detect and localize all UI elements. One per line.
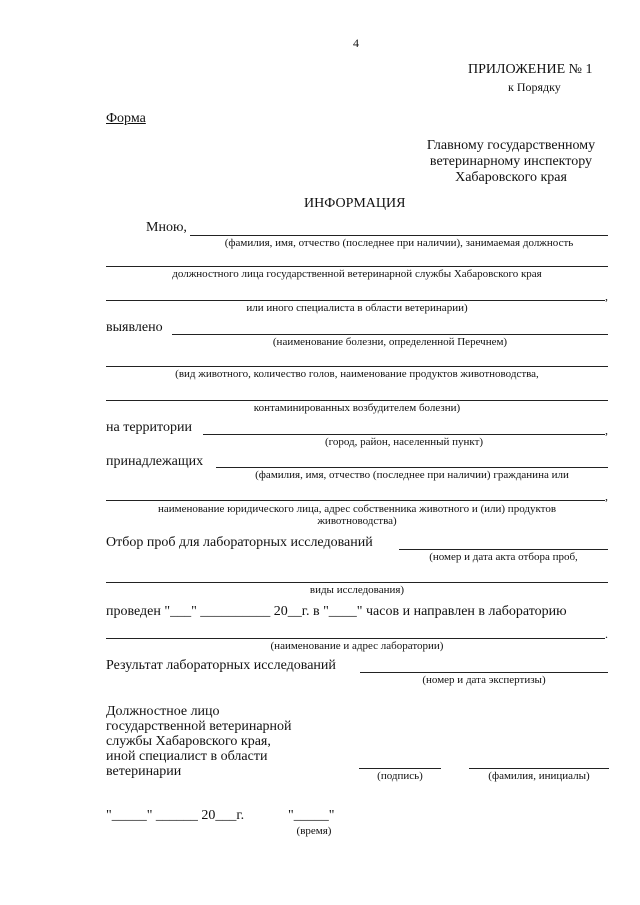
- comma: ,: [605, 489, 608, 503]
- result-label: Результат лабораторных исследований: [106, 658, 336, 673]
- official-caption: должностного лица государственной ветеринарной службы Хабаровского края: [172, 268, 542, 280]
- disease-caption: (наименование болезни, определенной Перечнем): [272, 336, 508, 348]
- time-caption: (время): [296, 825, 332, 837]
- contaminated-field-line: [106, 400, 608, 401]
- territory-label: на территории: [106, 420, 192, 435]
- myu-caption: (фамилия, имя, отчество (последнее при наличии), занимаемая должность: [224, 237, 574, 249]
- sampling-label: Отбор проб для лабораторных исследований: [106, 535, 373, 550]
- territory-caption: (город, район, населенный пункт): [324, 436, 484, 448]
- sampling-field-line: [399, 549, 608, 550]
- form-label: Форма: [106, 111, 146, 126]
- lab-caption: (наименование и адрес лаборатории): [270, 640, 444, 652]
- territory-field-line: [203, 434, 605, 435]
- animal-caption: (вид животного, количество голов, наименование продуктов животноводства,: [175, 368, 539, 380]
- official-line: государственной ветеринарной: [106, 719, 292, 734]
- contaminated-caption: контаминированных возбудителем болезни): [253, 402, 461, 414]
- addressee-line: ветеринарному инспектору: [429, 154, 593, 169]
- page-number: 4: [353, 36, 359, 50]
- name-field-line: [469, 768, 609, 769]
- official-line: иной специалист в области: [106, 749, 268, 764]
- myu-field-line: [190, 235, 608, 236]
- addressee-line: Главному государственному: [426, 138, 596, 153]
- sampling-caption: (номер и дата акта отбора проб,: [429, 551, 578, 563]
- disease-field-line: [172, 334, 608, 335]
- result-field-line: [360, 672, 608, 673]
- conducted-line: проведен "___" __________ 20__г. в "____" часов и направлен в лабораторию: [106, 604, 567, 619]
- appendix-subtitle: к Порядку: [508, 80, 561, 94]
- legal-field-line: [106, 500, 605, 501]
- research-caption: виды исследования): [309, 584, 405, 596]
- name-caption: (фамилия, инициалы): [488, 770, 590, 782]
- signature-field-line: [359, 768, 441, 769]
- official-signature-block: [106, 704, 292, 779]
- specialist-field-line: [106, 300, 605, 301]
- official-line: ветеринарии: [106, 764, 182, 779]
- document-title: ИНФОРМАЦИЯ: [304, 196, 406, 211]
- legal-caption-cont: животноводства): [317, 515, 397, 527]
- date-line: "_____" ______ 20___г.: [106, 808, 245, 823]
- lab-field-line: [106, 638, 605, 639]
- belonging-field-line: [216, 467, 608, 468]
- signature-caption: (подпись): [377, 770, 423, 782]
- addressee-line: Хабаровского края: [455, 170, 567, 185]
- comma: ,: [605, 423, 608, 437]
- research-field-line: [106, 582, 608, 583]
- specialist-caption: или иного специалиста в области ветеринарии): [246, 302, 468, 314]
- addressee-block: [416, 138, 606, 186]
- result-caption: (номер и дата экспертизы): [422, 674, 546, 686]
- appendix-title: ПРИЛОЖЕНИЕ № 1: [468, 62, 593, 77]
- detected-label: выявлено: [106, 320, 163, 335]
- comma: ,: [605, 289, 608, 303]
- belonging-label: принадлежащих: [106, 454, 204, 469]
- period: .: [605, 627, 608, 641]
- official-field-line: [106, 266, 608, 267]
- legal-caption: наименование юридического лица, адрес собственника животного и (или) продуктов: [157, 503, 557, 515]
- official-line: службы Хабаровского края,: [106, 734, 271, 749]
- myu-label: Мною,: [146, 220, 187, 235]
- belonging-caption: (фамилия, имя, отчество (последнее при наличии) гражданина или: [255, 469, 569, 481]
- animal-field-line: [106, 366, 608, 367]
- time-line: "_____": [288, 808, 335, 823]
- official-line: Должностное лицо: [106, 704, 220, 719]
